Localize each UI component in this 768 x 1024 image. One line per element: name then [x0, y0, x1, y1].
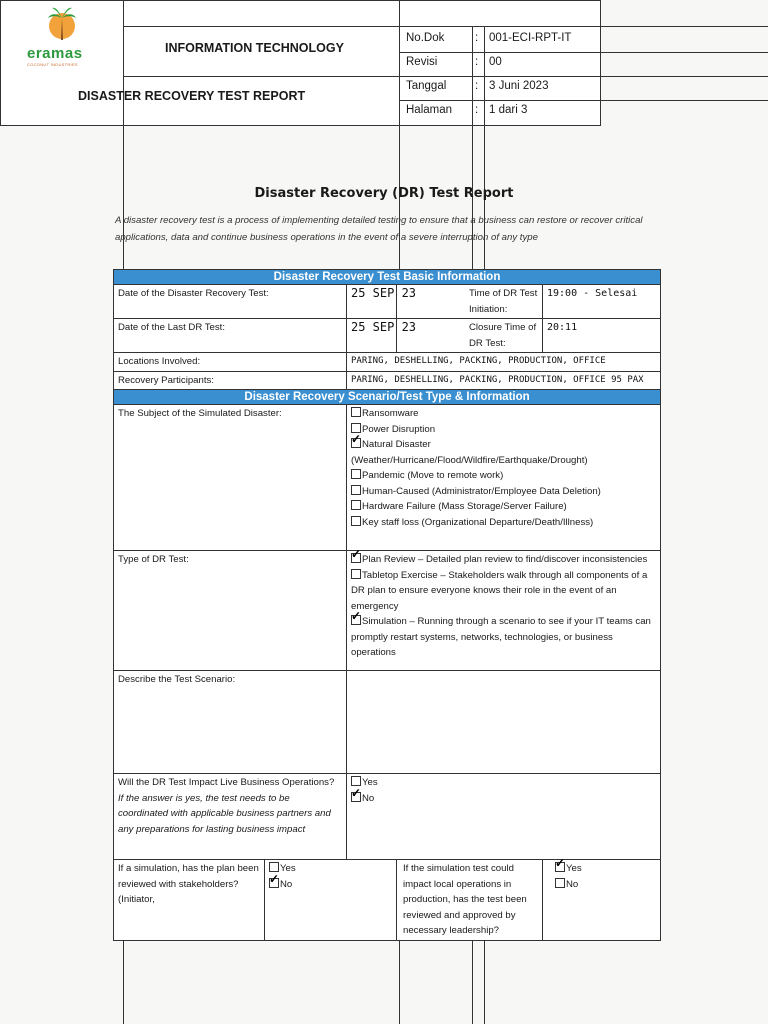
section-heading-scenario: Disaster Recovery Scenario/Test Type & Information: [114, 390, 661, 405]
describe-scenario-label: Describe the Test Scenario:: [114, 671, 347, 774]
checkbox-icon[interactable]: [555, 878, 565, 888]
logo-tagline: COCONUT INDUSTRIES: [27, 62, 78, 67]
dr-test-form: [113, 269, 661, 941]
checkbox-icon[interactable]: [351, 469, 361, 479]
impact-note: If the answer is yes, the test needs to be coordinated with applicable business partners and any preparations for lasting business impact: [118, 792, 331, 835]
meta-value-revisi: 00: [489, 56, 502, 68]
time-initiation-value[interactable]: 19:00 - Selesai: [543, 285, 661, 319]
checkbox-icon[interactable]: [269, 862, 279, 872]
checkbox-icon[interactable]: [351, 776, 361, 786]
checkbox-icon[interactable]: [351, 407, 361, 417]
checkbox-icon[interactable]: [351, 516, 361, 526]
subject-options: [347, 405, 661, 551]
impact-no-option[interactable]: ✓No: [351, 791, 656, 807]
department-title: INFORMATION TECHNOLOGY: [165, 41, 344, 55]
logo-wordmark: eramas: [27, 45, 83, 62]
sim-review-options: [265, 860, 397, 941]
document-header: eramas COCONUT INDUSTRIES INFORMATION TECHNOLOGY DISASTER RECOVERY TEST REPORT No.Dok : 001-ECI-RPT-IT Revisi : 00 Tanggal : 3 Juni 2023 Halaman : 1 dari 3: [0, 0, 601, 126]
checkbox-checked-icon[interactable]: [351, 438, 361, 448]
meta-label-revisi: Revisi: [406, 56, 438, 68]
test-date-label: Date of the Disaster Recovery Test:: [114, 285, 347, 319]
prod-impact-question: If the simulation test could impact local operations in production, has the test been reviewed and approved by necessary leadership?: [397, 860, 543, 941]
checkbox-checked-icon[interactable]: [351, 792, 361, 802]
subject-label: The Subject of the Simulated Disaster:: [114, 405, 347, 551]
participants-value[interactable]: PARING, DESHELLING, PACKING, PRODUCTION, OFFICE 95 PAX: [347, 371, 661, 390]
impact-options: [347, 774, 661, 860]
test-date-value[interactable]: 25 SEP 23: [347, 285, 397, 319]
test-type-label: Type of DR Test:: [114, 551, 347, 671]
checkbox-icon[interactable]: [351, 423, 361, 433]
impact-label: Will the DR Test Impact Live Business Operations?: [118, 777, 335, 788]
option-key-staff-loss[interactable]: Key staff loss (Organizational Departure/Death/Illness): [351, 515, 656, 531]
meta-label-doc: No.Dok: [406, 32, 445, 44]
option-power-disruption[interactable]: Power Disruption: [351, 422, 656, 438]
prod-impact-options: [543, 860, 661, 941]
option-tabletop-exercise[interactable]: Tabletop Exercise – Stakeholders walk through all components of a DR plan to ensure everyone knows their role in the event of an emergency: [351, 569, 648, 612]
report-title: DISASTER RECOVERY TEST REPORT: [78, 89, 306, 103]
time-initiation-label: Time of DR Test Initiation:: [397, 285, 543, 319]
describe-scenario-field[interactable]: [347, 671, 661, 774]
option-pandemic[interactable]: Pandemic (Move to remote work): [351, 468, 656, 484]
intro-paragraph: A disaster recovery test is a process of implementing detailed testing to ensure that a business can restore or recover critical applications, data and continue business operations in the event of a severe interruption of any type: [115, 215, 643, 243]
option-ransomware[interactable]: Ransomware: [351, 406, 656, 422]
closure-time-label: Closure Time of DR Test:: [397, 319, 543, 353]
closure-time-value[interactable]: 20:11: [543, 319, 661, 353]
checkbox-checked-icon[interactable]: [351, 615, 361, 625]
checkbox-checked-icon[interactable]: [351, 553, 361, 563]
option-hardware-failure[interactable]: Hardware Failure (Mass Storage/Server Failure): [351, 499, 656, 515]
option-natural-disaster[interactable]: ✓Natural Disaster (Weather/Hurricane/Flood/Wildfire/Earthquake/Drought): [351, 437, 656, 468]
last-test-date-value[interactable]: 25 SEP 23: [347, 319, 397, 353]
document-title: Disaster Recovery (DR) Test Report: [254, 186, 514, 201]
palm-tree-logo-icon: [46, 4, 78, 44]
meta-label-halaman: Halaman: [406, 104, 453, 116]
option-human-caused[interactable]: Human-Caused (Administrator/Employee Data Deletion): [351, 484, 656, 500]
locations-value[interactable]: PARING, DESHELLING, PACKING, PRODUCTION, OFFICE: [347, 353, 661, 372]
prod-impact-no-option[interactable]: No: [555, 877, 656, 893]
sim-review-no-option[interactable]: ✓No: [269, 877, 392, 893]
checkbox-icon[interactable]: [351, 569, 361, 579]
meta-label-tanggal: Tanggal: [406, 80, 447, 92]
meta-value-halaman: 1 dari 3: [489, 104, 528, 116]
meta-value-doc: 001-ECI-RPT-IT: [489, 32, 572, 44]
participants-label: Recovery Participants:: [114, 371, 347, 390]
checkbox-icon[interactable]: [351, 485, 361, 495]
impact-question: [114, 774, 347, 860]
checkbox-checked-icon[interactable]: [555, 862, 565, 872]
option-simulation[interactable]: ✓Simulation – Running through a scenario to see if your IT teams can promptly restart systems, networks, technologies, or business operations: [351, 614, 656, 661]
sim-review-yes-option[interactable]: Yes: [269, 861, 392, 877]
last-test-date-label: Date of the Last DR Test:: [114, 319, 347, 353]
checkbox-checked-icon[interactable]: [269, 878, 279, 888]
sim-review-question: If a simulation, has the plan been reviewed with stakeholders? (Initiator,: [114, 860, 265, 941]
option-plan-review[interactable]: ✓ Plan Review – Detailed plan review to find/discover inconsistencies: [351, 552, 656, 568]
section-heading-basic: Disaster Recovery Test Basic Information: [114, 270, 661, 285]
locations-label: Locations Involved:: [114, 353, 347, 372]
checkbox-icon[interactable]: [351, 500, 361, 510]
impact-yes-option[interactable]: Yes: [351, 775, 656, 791]
test-type-options: [347, 551, 661, 671]
prod-impact-yes-option[interactable]: ✓Yes: [555, 861, 656, 877]
meta-value-tanggal: 3 Juni 2023: [489, 80, 549, 92]
